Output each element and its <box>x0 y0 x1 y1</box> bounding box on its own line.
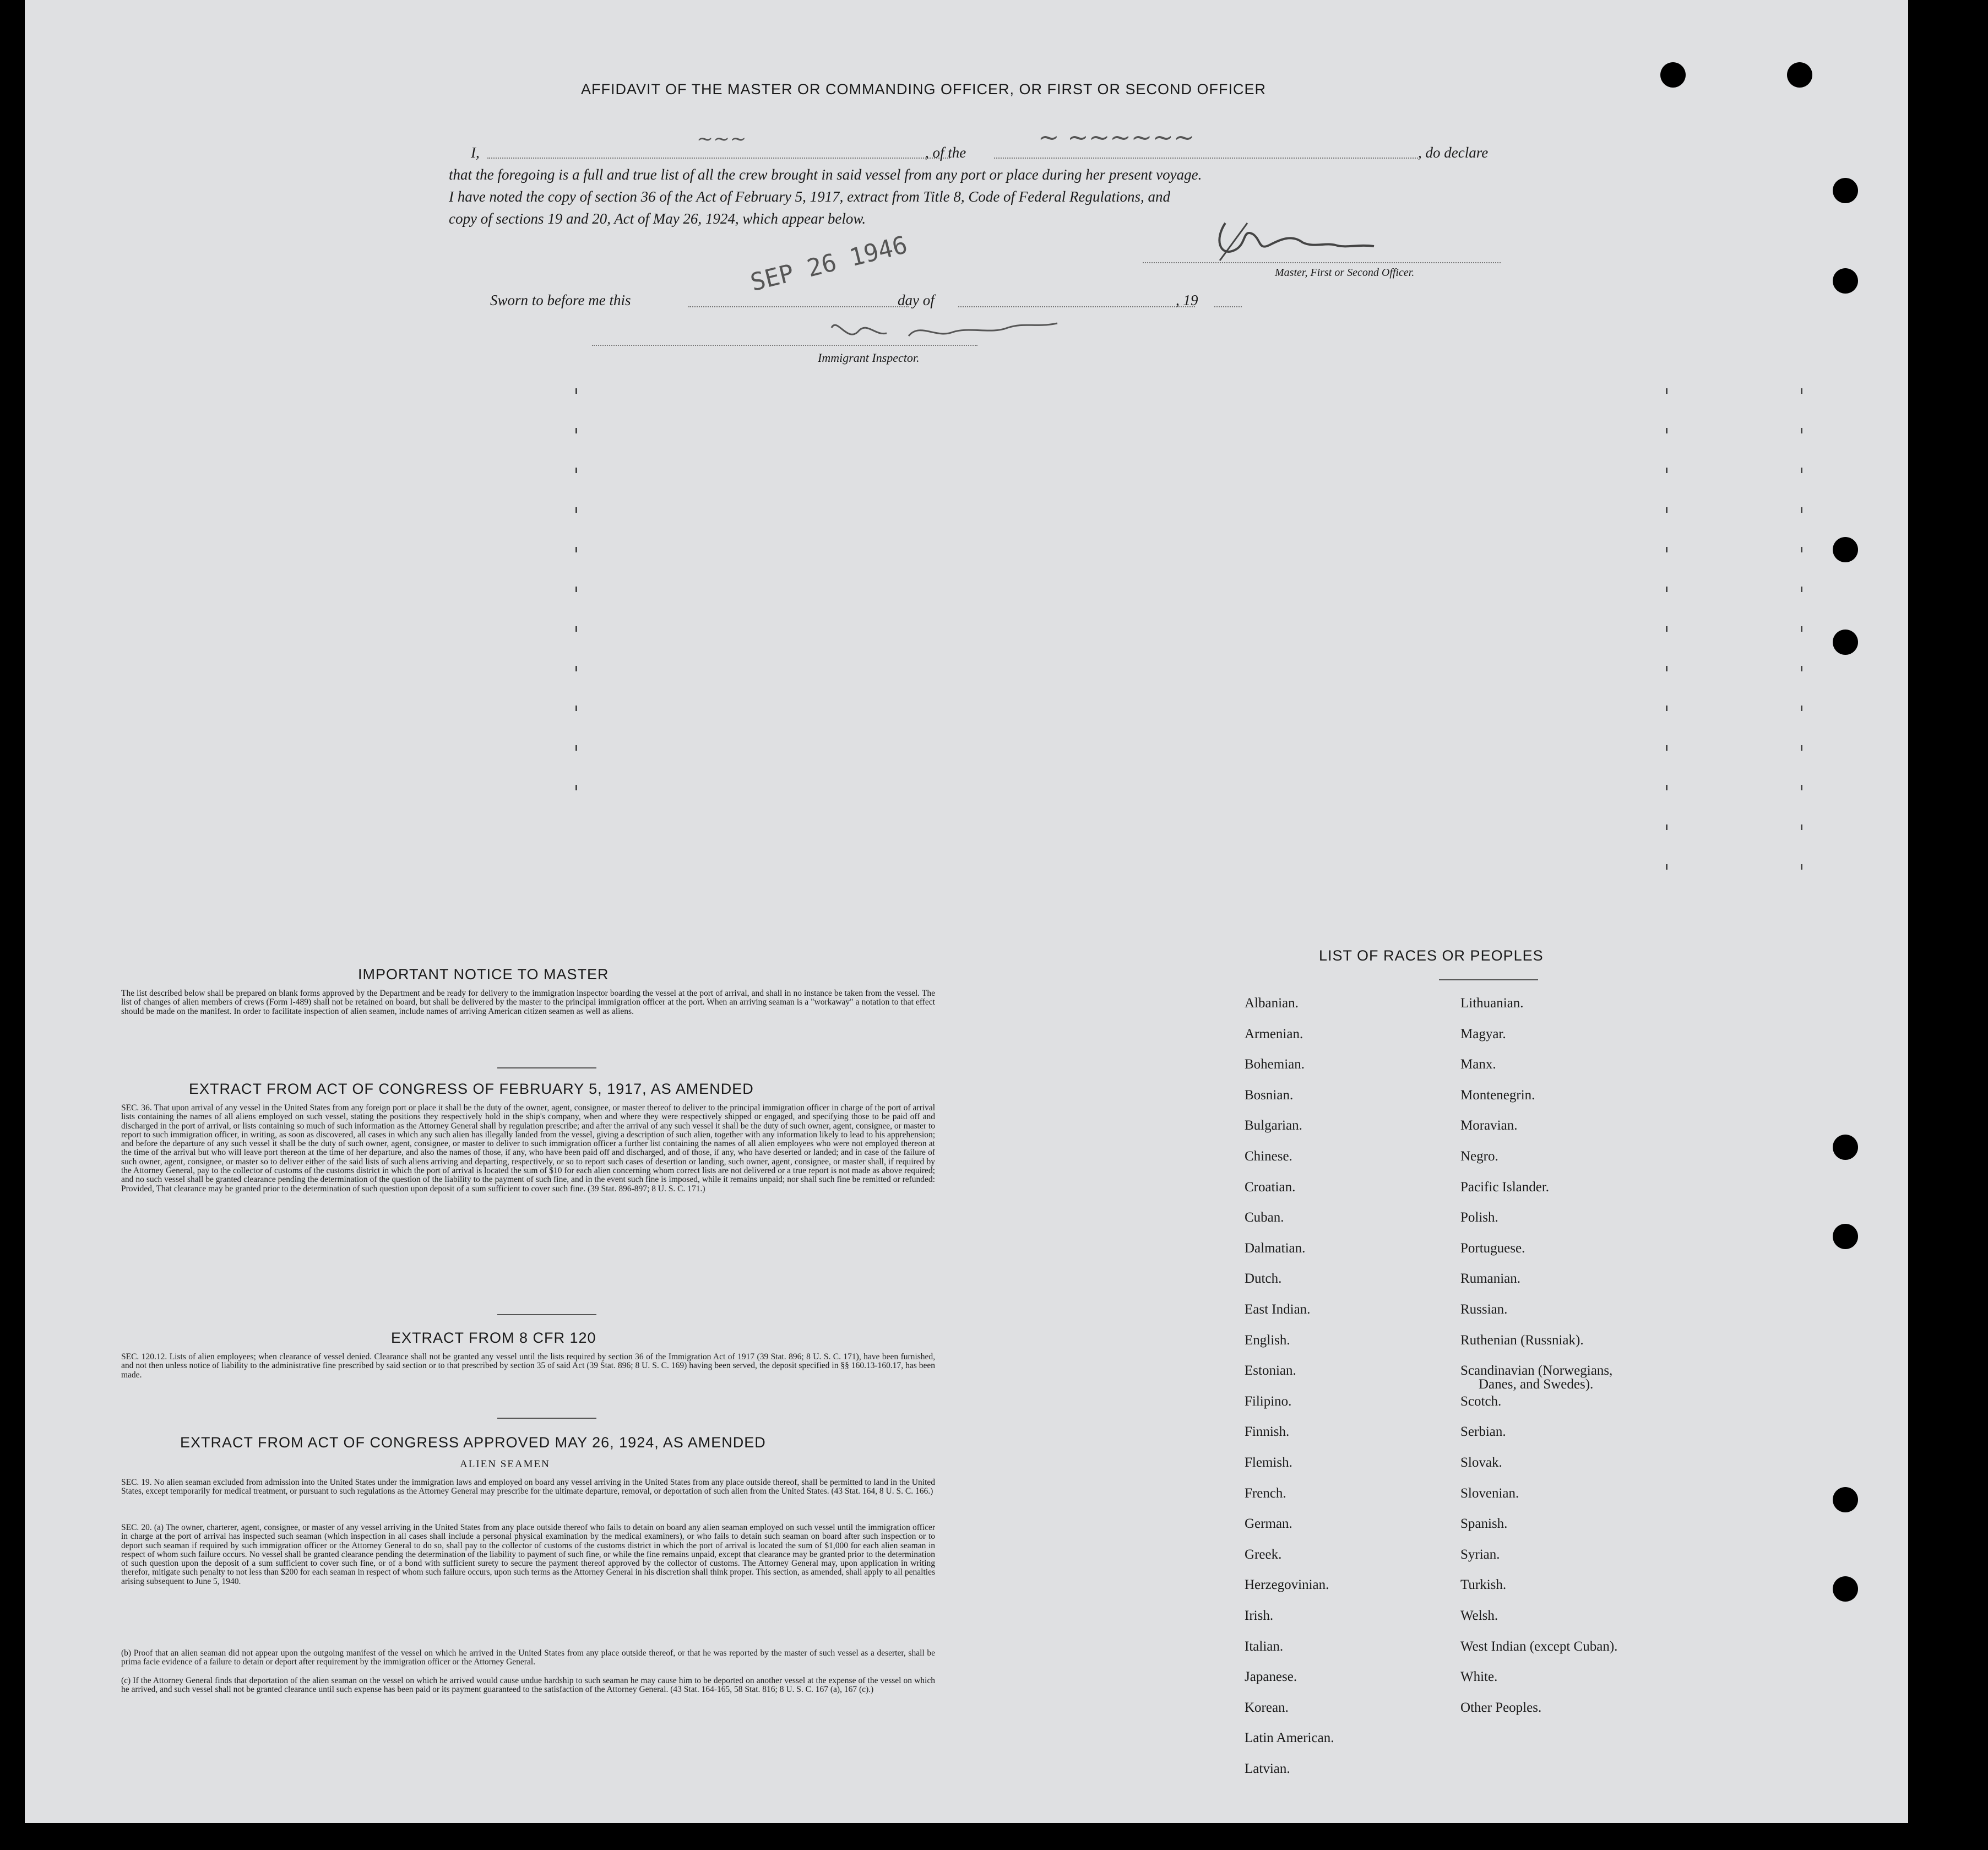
race-item: East Indian. <box>1245 1302 1311 1317</box>
race-item: Moravian. <box>1460 1118 1518 1133</box>
affidavit-i: I, <box>471 144 480 161</box>
punch-hole <box>1833 268 1858 294</box>
sworn-date-line <box>688 306 909 307</box>
race-item: Cuban. <box>1245 1210 1284 1225</box>
month-line <box>958 306 1195 307</box>
notice-body: The list described below shall be prepared on blank forms approved by the Department and be ready for delivery to the immigration inspector boarding the vessel at the port of arrival, and shall in no instance be taken from the vessel. The list of changes of alien members of crews (Form I-489) shall not be retained on board, but shall be delivered by the master to the principal immigration officer at the port. When an arriving seaman is a "workaway" a notation to that effect should be made on the manifest. In order to facilitate inspection of alien seamen, include names of arriving American citizen seamen as well as aliens. <box>121 989 935 1016</box>
race-item: Scotch. <box>1460 1393 1502 1409</box>
inspector-signature <box>826 311 1090 350</box>
race-item: Portuguese. <box>1460 1240 1525 1256</box>
extract-1924-title: EXTRACT FROM ACT OF CONGRESS APPROVED MAY 26, 1924, AS AMENDED <box>180 1434 766 1451</box>
race-item: Bosnian. <box>1245 1087 1294 1103</box>
race-item: Rumanian. <box>1460 1271 1521 1287</box>
race-item: Latvian. <box>1245 1761 1290 1776</box>
race-item: Finnish. <box>1245 1424 1290 1440</box>
notice-title: IMPORTANT NOTICE TO MASTER <box>358 966 609 983</box>
race-item: Danes, and Swedes). <box>1479 1376 1594 1392</box>
race-item: Filipino. <box>1245 1393 1292 1409</box>
race-item: Greek. <box>1245 1547 1282 1562</box>
race-item: Syrian. <box>1460 1547 1500 1562</box>
race-item: Scandinavian (Norwegians, <box>1460 1363 1613 1379</box>
race-item: Irish. <box>1245 1608 1274 1623</box>
race-item: Flemish. <box>1245 1455 1292 1470</box>
year-text: , 19 <box>1176 292 1198 308</box>
race-item: West Indian (except Cuban). <box>1460 1639 1618 1654</box>
affidavit-do-declare: , do declare <box>1418 144 1489 161</box>
name-line <box>487 158 950 159</box>
race-item: Polish. <box>1460 1210 1498 1225</box>
race-item: Russian. <box>1460 1302 1508 1317</box>
extract-1917-title: EXTRACT FROM ACT OF CONGRESS OF FEBRUARY 5, 1917, AS AMENDED <box>189 1081 754 1097</box>
race-item: Welsh. <box>1460 1608 1498 1623</box>
race-item: Other Peoples. <box>1460 1700 1542 1715</box>
affidavit-line-2: that the foregoing is a full and true list of all the crew brought in said vessel from any port or place during her present voyage. <box>449 166 1202 183</box>
extract-1917-body: SEC. 36. That upon arrival of any vessel in the United States from any foreign port or place it shall be the duty of the owner, agent, consignee, or master thereof to deliver to the principal immigration officer in charge of the port of arrival lists containing the names of all aliens employed on such vessel, stating the positions they respectively hold in the ship's company, when and where they were respectively shipped or engaged, and specifying those to be paid off and discharged in the port of arrival, or lists containing so much of such information as the Attorney General shall by regulation prescribe; and after the arrival of any such vessel it shall be the duty of such owner, agent, consignee, or master to report to such immigration officer, in writing, as soon as discovered, all cases in which any such alien has illegally landed from the vessel, giving a description of such alien, together with any information likely to lead to his apprehension; and before the departure of any such vessel it shall be the duty of such owner, agent, consignee, or master to deliver to such immigration officer a further list containing the names of all alien employees who were not employed thereon at the time of the arrival but who will leave port thereon at the time of her departure, and also the names of those, if any, who have been paid off and discharged, and of those, if any, who have deserted or landed; and in case of the failure of such owner, agent, consignee, or master so to deliver either of the said lists of such aliens arriving and departing, respectively, or so to report such cases of desertion or landing, such owner, agent, consignee, or master shall, if required by the Attorney General, pay to the collector of customs of the customs district in which the port of arrival is located the sum of $10 for each alien concerning whom correct lists are not delivered or a true report is not made as above required; and no such vessel shall be granted clearance pending the determination of the question of the liability to the payment of such fine, and in the event such fine is imposed, while it remains unpaid; nor shall such fine be remitted or refunded: Provided, That clearance may be granted prior to the determination of such question upon deposit of a sum sufficient to cover such fine. (39 Stat. 896-897; 8 U. S. C. 171.) <box>121 1103 935 1193</box>
master-signature-line <box>1143 262 1501 263</box>
divider <box>497 1418 596 1419</box>
day-of-text: day of <box>898 292 935 308</box>
race-item: Estonian. <box>1245 1363 1296 1379</box>
race-item: Turkish. <box>1460 1577 1507 1593</box>
punch-hole <box>1833 1224 1858 1249</box>
divider <box>1439 979 1538 980</box>
divider <box>497 1067 596 1068</box>
vessel-line <box>994 158 1418 159</box>
inspector-caption: Immigrant Inspector. <box>818 351 920 365</box>
sworn-text: Sworn to before me this <box>490 292 631 308</box>
race-item: Lithuanian. <box>1460 996 1524 1011</box>
officer-title-handwriting: ~~~ <box>697 128 747 150</box>
master-signature <box>1209 212 1473 264</box>
race-item: Armenian. <box>1245 1026 1303 1041</box>
race-item: Manx. <box>1460 1057 1496 1072</box>
race-item: Chinese. <box>1245 1149 1292 1164</box>
affidavit-line-4: copy of sections 19 and 20, Act of May 26, 1924, which appear below. <box>449 210 866 227</box>
vessel-name-handwriting: ~ ~~~~~~ <box>1038 122 1195 152</box>
race-item: Korean. <box>1245 1700 1289 1715</box>
extract-1924-sec20c: (c) If the Attorney General finds that deportation of the alien seaman on the vessel on which he arrived would cause undue hardship to such seaman he may cause him to be deported on another vessel at the expense of the vessel on which he arrived, and such vessel shall not be granted clearance until such expense has been paid or its payment guaranteed to the satisfaction of the Attorney General. (43 Stat. 164-165, 58 Stat. 816; 8 U. S. C. 167 (a), 167 (c).) <box>121 1676 935 1695</box>
race-item: Bohemian. <box>1245 1057 1305 1072</box>
race-item: Ruthenian (Russniak). <box>1460 1332 1584 1348</box>
race-item: White. <box>1460 1669 1498 1685</box>
cfr-body: SEC. 120.12. Lists of alien employees; when clearance of vessel denied. Clearance shall not be granted any vessel until the lists required by section 36 of the Immigration Act of 1917 (39 Stat. 896; 8 U. S. C. 171), have been furnished, and not then unless notice of liability to the administrative fine prescribed by said section or to that prescribed by section 35 of said Act (39 Stat. 896; 8 U. S. C. 169) having been served, the deposit specified in §§ 160.13-160.17, has been made. <box>121 1352 935 1380</box>
extract-1924-sec19: SEC. 19. No alien seaman excluded from admission into the United States under the immigration laws and employed on board any vessel arriving in the United States from any place outside thereof, shall be permitted to land in the United States, except temporarily for medical treatment, or pursuant to such regulations as the Attorney General may prescribe for the ultimate departure, removal, or deportation of such alien from the United States. (43 Stat. 164, 8 U. S. C. 166.) <box>121 1478 935 1496</box>
race-item: Herzegovinian. <box>1245 1577 1329 1593</box>
master-caption: Master, First or Second Officer. <box>1275 267 1415 279</box>
race-item: Bulgarian. <box>1245 1118 1302 1133</box>
race-item: Pacific Islander. <box>1460 1179 1550 1195</box>
punch-hole <box>1660 62 1686 88</box>
race-item: Japanese. <box>1245 1669 1297 1685</box>
extract-1924-sec20b: (b) Proof that an alien seaman did not appear upon the outgoing manifest of the vessel on which he arrived in the United States from any place outside thereof, or that he was reported by the master of such vessel as a deserter, shall be prima facie evidence of a failure to detain or deport after requirement by the immigration officer or the Attorney General. <box>121 1648 935 1667</box>
punch-hole <box>1833 1576 1858 1602</box>
race-item: French. <box>1245 1485 1286 1501</box>
punch-hole <box>1833 1135 1858 1160</box>
year-line <box>1214 306 1242 307</box>
inspector-signature-line <box>592 345 977 346</box>
affidavit-of-the: , of the <box>925 144 966 161</box>
affidavit-line-3: I have noted the copy of section 36 of the Act of February 5, 1917, extract from Title 8, Code of Federal Regulations, and <box>449 188 1171 205</box>
race-item: Latin American. <box>1245 1730 1334 1746</box>
race-item: Slovenian. <box>1460 1485 1519 1501</box>
race-item: Magyar. <box>1460 1026 1506 1041</box>
race-item: Italian. <box>1245 1639 1284 1654</box>
race-item: Serbian. <box>1460 1424 1506 1440</box>
divider <box>497 1314 596 1315</box>
race-item: Dutch. <box>1245 1271 1282 1287</box>
punch-hole <box>1833 178 1858 203</box>
affidavit-title: AFFIDAVIT OF THE MASTER OR COMMANDING OFFICER, OR FIRST OR SECOND OFFICER <box>581 81 1267 97</box>
race-item: English. <box>1245 1332 1290 1348</box>
race-item: Negro. <box>1460 1149 1498 1164</box>
race-item: Montenegrin. <box>1460 1087 1535 1103</box>
document-page <box>25 0 1908 1823</box>
alien-seamen-subtitle: ALIEN SEAMEN <box>460 1458 550 1470</box>
races-title: LIST OF RACES OR PEOPLES <box>1319 947 1544 964</box>
race-item: Albanian. <box>1245 996 1299 1011</box>
bleed-through-area <box>575 380 1842 931</box>
race-item: Croatian. <box>1245 1179 1296 1195</box>
race-item: Spanish. <box>1460 1516 1508 1532</box>
race-item: German. <box>1245 1516 1292 1532</box>
punch-hole <box>1833 1487 1858 1512</box>
punch-hole <box>1787 62 1812 88</box>
extract-1924-sec20a: SEC. 20. (a) The owner, charterer, agent, consignee, or master of any vessel arriving in the United States from any place outside thereof who fails to detain on board any alien seaman employed on such vessel until the immigration officer in charge at the port of arrival has inspected such seaman (which inspection in all cases shall include a personal physical examination by the medical examiners), or who fails to detain such seaman on board after such inspection or to deport such seaman if required by such immigration officer or the Attorney General to do so, shall pay to the collector of customs of the customs district in which the port of arrival is located the sum of $1,000 for each alien seaman in respect of whom such failure occurs. No vessel shall be granted clearance pending the determination of the liability to payment of such fine, or while the fine remains unpaid, except that clearance may be granted prior to the determination of such question upon the deposit of a sum sufficient to cover such fine, or of a bond with sufficient surety to secure the payment thereof approved by the collector of customs. The Attorney General may, upon application in writing therefor, mitigate such penalty to not less than $200 for each seaman in respect of whom such failure occurs, upon such terms as the Attorney General in his discretion shall think proper. This section, as amended, shall apply to all penalties arising subsequent to June 5, 1940. <box>121 1523 935 1586</box>
race-item: Slovak. <box>1460 1455 1502 1470</box>
date-stamp: SEP 26 1946 <box>747 231 910 297</box>
cfr-title: EXTRACT FROM 8 CFR 120 <box>391 1330 596 1346</box>
race-item: Dalmatian. <box>1245 1240 1306 1256</box>
